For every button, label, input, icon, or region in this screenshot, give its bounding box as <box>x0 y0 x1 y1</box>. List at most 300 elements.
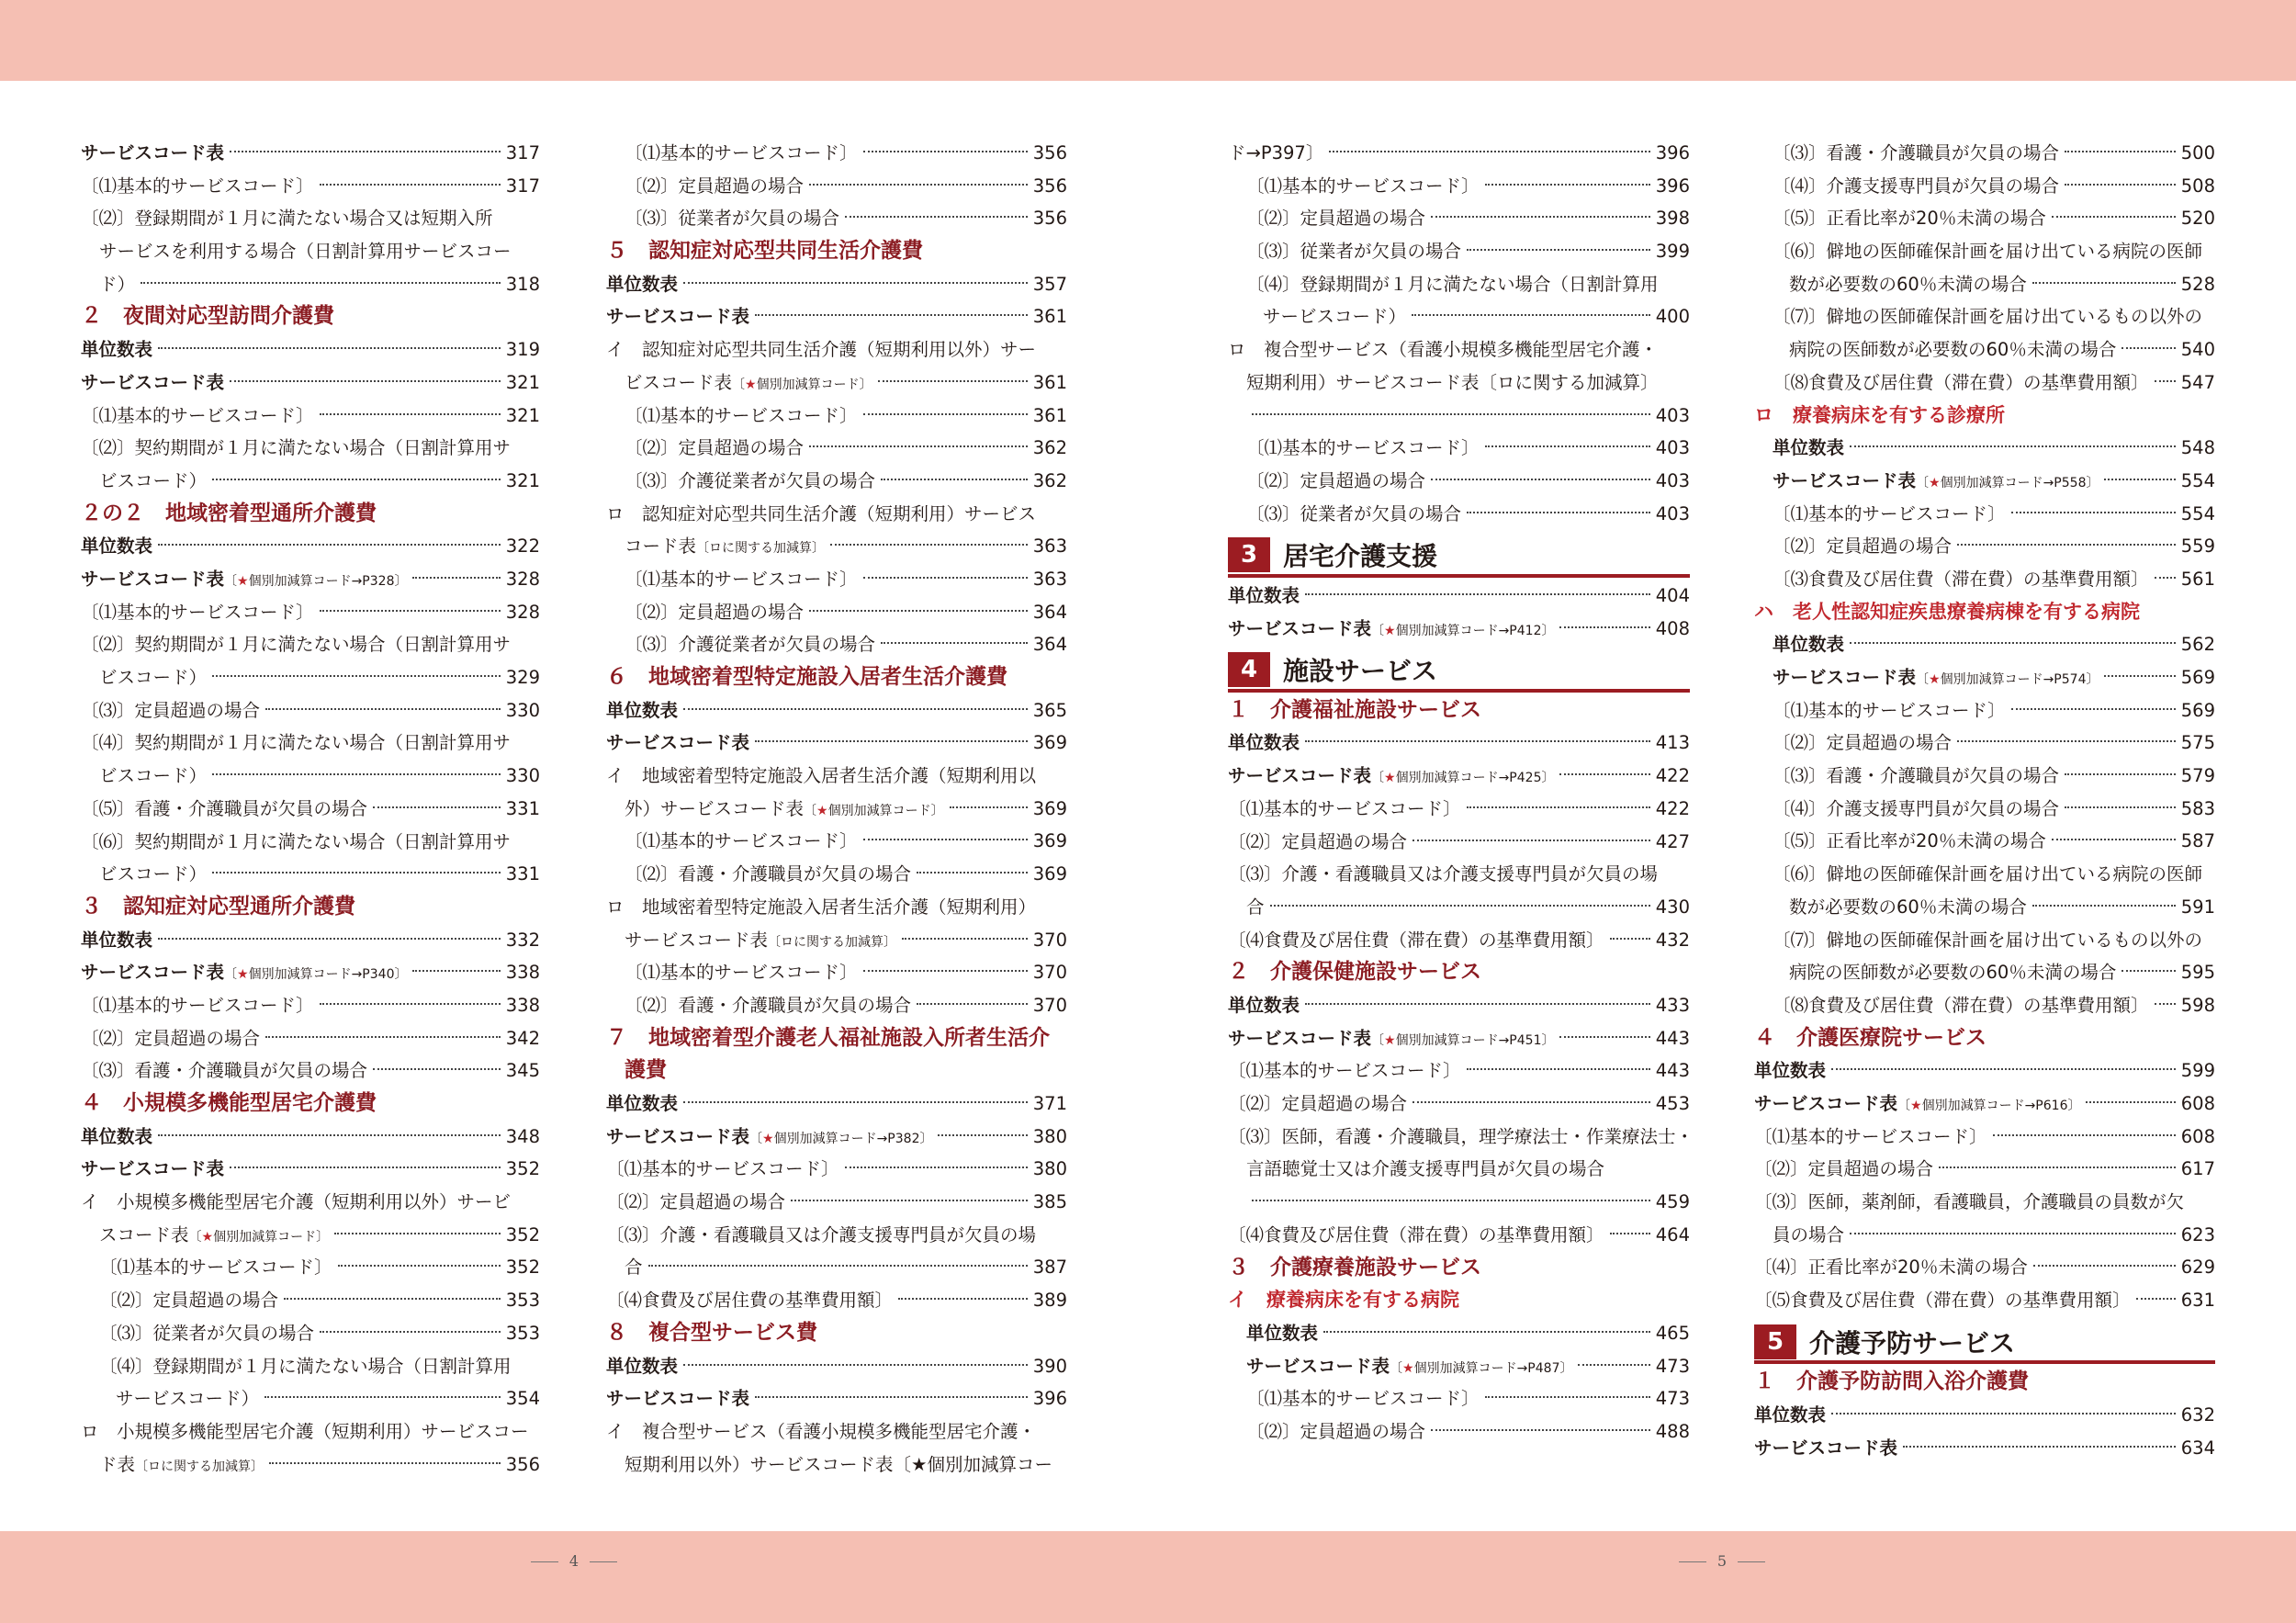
toc-entry <box>1754 465 2215 498</box>
dot-leader <box>1578 1364 1649 1366</box>
dot-leader <box>830 544 1028 546</box>
page-ref: 608 <box>2180 1125 2215 1147</box>
toc-entry-text: 〔⑵〕定員超過の場合 <box>1773 732 1953 754</box>
toc-entry <box>606 432 1067 465</box>
dot-leader <box>1610 1233 1650 1234</box>
page-ref: 488 <box>1655 1420 1690 1442</box>
dot-leader <box>755 314 1028 316</box>
toc-entry-text: 〔⑴基本的サービスコード〕 <box>625 404 858 426</box>
page-ref: 361 <box>1032 306 1067 328</box>
toc-entry-text: イ 認知症対応型共同生活介護（短期利用以外）サー <box>606 339 1037 361</box>
toc-entry-line <box>1773 268 2215 301</box>
toc-entry-text: 〔⑷〕正看比率が20％未満の場合 <box>1754 1257 2028 1279</box>
dot-leader <box>881 479 1028 480</box>
section-heading: ５ 認知症対応型共同生活介護費 <box>606 239 923 264</box>
dot-leader <box>1850 642 2176 644</box>
toc-entry-text: 〔⑵〕定員超過の場合 <box>1228 1093 1408 1115</box>
toc-entry <box>1228 1350 1690 1383</box>
dot-leader <box>1467 512 1650 513</box>
dot-leader <box>863 413 1028 415</box>
toc-entry <box>1754 989 2215 1022</box>
page-ref: 345 <box>505 1060 540 1082</box>
toc-entry <box>1228 858 1690 923</box>
dot-leader <box>2122 970 2175 972</box>
section-heading: ４ 小規模多機能型居宅介護費 <box>81 1091 377 1116</box>
toc-entry <box>606 891 1067 956</box>
toc-entry-text: サービスコード表 <box>606 1125 750 1147</box>
toc-entry-text: サービスコード表 <box>1773 667 1917 689</box>
dot-leader <box>1831 1068 2176 1070</box>
toc-entry <box>606 202 1067 235</box>
dot-leader <box>683 1101 1028 1103</box>
page-ref: 387 <box>1032 1257 1067 1279</box>
toc-entry-text: 〔⑹〕契約期間が１月に満たない場合（日割計算用サ <box>81 830 512 852</box>
star-icon: ★ <box>1384 623 1396 638</box>
toc-entry-text: 〔⑶〕従業者が欠員の場合 <box>1246 502 1462 524</box>
page-ref: 396 <box>1032 1388 1067 1410</box>
toc-entry-line <box>1228 858 1690 891</box>
toc-entry-text: サービスコード） <box>116 1388 260 1410</box>
page-ref: 361 <box>1032 404 1067 426</box>
bracket-note: 〔★個別加減算コード→P328〕 <box>224 573 408 589</box>
star-icon: ★ <box>1402 1360 1414 1376</box>
page-ref: 330 <box>505 765 540 787</box>
toc-entry <box>81 1022 540 1055</box>
toc-entry-line <box>81 137 540 170</box>
page-ref: 356 <box>1032 208 1067 230</box>
toc-entry <box>1228 1088 1690 1121</box>
dot-leader <box>1850 445 2176 447</box>
bracket-note: 〔ロに関する加減算〕 <box>135 1459 264 1474</box>
toc-entry-line <box>1773 858 2215 891</box>
toc-entry-line <box>81 432 540 465</box>
dot-leader <box>683 1364 1028 1366</box>
page-ref: 432 <box>1655 929 1690 951</box>
toc-entry <box>1754 793 2215 826</box>
toc-entry-text: サービスコード表 <box>81 962 225 984</box>
toc-entry <box>606 760 1067 825</box>
toc-entry-line <box>1228 1121 1694 1154</box>
toc-entry-line <box>1246 465 1690 498</box>
toc-entry-text: 外）サービスコード表 <box>625 797 805 819</box>
star-icon: ★ <box>762 1131 774 1146</box>
page-ref: 352 <box>505 1223 540 1245</box>
toc-entry <box>1228 268 1690 333</box>
page-ref: 380 <box>1032 1125 1067 1147</box>
toc-entry-line <box>1773 498 2215 531</box>
page-ref: 331 <box>505 863 540 885</box>
toc-entry <box>606 956 1067 989</box>
toc-entry-line <box>625 465 1067 498</box>
toc-entry-line <box>606 1121 1067 1154</box>
dot-leader <box>212 479 501 480</box>
page-ref: 353 <box>505 1290 540 1312</box>
bracket-note: 〔★個別加減算コード→P616〕 <box>1897 1099 2081 1113</box>
toc-entry-text: 単位数表 <box>606 273 679 295</box>
toc-entry-line <box>81 170 540 203</box>
toc-entry-line <box>1754 1432 2215 1465</box>
toc-entry-line <box>1754 1186 2215 1219</box>
toc-entry <box>606 400 1067 433</box>
toc-entry <box>1228 826 1690 859</box>
dot-leader <box>2065 806 2176 808</box>
toc-entry-text: ド→P397〕 <box>1228 142 1324 163</box>
toc-entry <box>1754 825 2215 858</box>
toc-entry-line <box>1246 300 1690 333</box>
toc-entry-line <box>81 826 540 859</box>
toc-entry-text: サービスコード表 <box>606 306 750 328</box>
dot-leader <box>320 184 501 186</box>
toc-entry <box>81 1317 540 1350</box>
toc-entry <box>606 1088 1067 1121</box>
toc-entry-line <box>1773 300 2215 333</box>
toc-entry-text: 〔⑶〕従業者が欠員の場合 <box>1246 241 1462 263</box>
toc-entry <box>1754 1186 2215 1251</box>
page-ref: 328 <box>505 568 540 590</box>
toc-entry-text: 単位数表 <box>606 699 679 721</box>
dot-leader <box>230 380 501 382</box>
page-ref: 413 <box>1655 732 1690 754</box>
toc-entry-line <box>1228 760 1690 793</box>
dot-leader <box>1559 773 1649 775</box>
toc-entry-text: 〔⑴基本的サービスコード〕 <box>1754 1125 1987 1147</box>
toc-entry-line <box>1773 989 2215 1022</box>
toc-entry-line <box>81 1121 540 1154</box>
toc-entry-line <box>606 366 1067 400</box>
dot-leader <box>1559 1036 1649 1038</box>
toc-entry <box>81 727 540 792</box>
dot-leader <box>158 544 501 546</box>
toc-entry <box>606 727 1067 760</box>
toc-entry <box>81 628 540 693</box>
toc-entry <box>1754 924 2215 989</box>
page-number-left-text: 4 <box>568 1552 580 1570</box>
page-ref: 465 <box>1655 1322 1690 1344</box>
toc-entry-line <box>606 1448 1067 1482</box>
toc-entry <box>1754 1432 2215 1465</box>
page-ref: 321 <box>505 469 540 491</box>
page-ref: 338 <box>505 994 540 1016</box>
toc-entry-text: 〔⑴基本的サービスコード〕 <box>1228 1060 1461 1082</box>
subsection-heading: ハ 老人性認知症疾患療養病棟を有する病院 <box>1754 600 2140 623</box>
toc-entry-text: 〔⑶〕看護・介護職員が欠員の場合 <box>1773 765 2060 787</box>
toc-entry-line <box>1228 613 1690 646</box>
toc-entry-line <box>1773 366 2215 400</box>
page-ref: 595 <box>2180 962 2215 984</box>
dot-leader <box>1431 479 1650 480</box>
dot-leader <box>1323 1331 1650 1333</box>
toc-entry-text: 〔⑵〕定員超過の場合 <box>1246 469 1426 491</box>
toc-entry <box>81 333 540 366</box>
toc-entry-line <box>81 465 540 498</box>
toc-entry <box>1228 793 1690 826</box>
toc-entry-text: 単位数表 <box>606 1355 679 1377</box>
page-ref: 362 <box>1032 469 1067 491</box>
toc-entry <box>81 924 540 957</box>
toc-entry-line <box>1754 1284 2215 1317</box>
section-heading: ８ 複合型サービス費 <box>606 1320 817 1345</box>
toc-entry-text: 〔⑶食費及び居住費（滞在費）の基準費用額〕 <box>1773 568 2149 590</box>
dot-leader <box>809 184 1028 186</box>
toc-entry <box>606 628 1067 661</box>
toc-entry-line <box>1228 1219 1690 1252</box>
toc-entry <box>81 793 540 826</box>
dot-leader <box>1305 740 1650 742</box>
page-ref: 399 <box>1655 241 1690 263</box>
toc-entry-line <box>1773 235 2215 268</box>
toc-entry-line <box>1773 956 2215 989</box>
toc-column-1 <box>81 137 540 1481</box>
toc-entry-line <box>81 366 540 400</box>
toc-entry-line <box>1773 137 2215 170</box>
toc-entry-text: ロ 複合型サービス（看護小規模多機能型居宅介護・ <box>1228 339 1659 361</box>
page-ref: 398 <box>1655 208 1690 230</box>
star-icon: ★ <box>1910 1099 1922 1113</box>
dot-leader <box>1559 626 1649 628</box>
toc-entry-text: スコード表 <box>99 1223 189 1245</box>
page-ref: 554 <box>2180 502 2215 524</box>
toc-entry-text: 〔⑵〕看護・介護職員が欠員の場合 <box>625 863 912 885</box>
toc-entry <box>606 596 1067 629</box>
toc-entry-text: 単位数表 <box>81 535 153 558</box>
chapter-number: 5 <box>1754 1324 1796 1359</box>
toc-entry-text: サービスを利用する場合（日割計算用サービスコー <box>99 241 512 263</box>
page-ref: 569 <box>2180 667 2215 689</box>
toc-entry-text: 〔⑴基本的サービスコード〕 <box>625 962 858 984</box>
toc-entry-text: 〔⑷食費及び居住費の基準費用額〕 <box>606 1290 894 1312</box>
toc-entry-text: サービスコード表 <box>1754 1437 1898 1459</box>
toc-entry-text: 〔⑶〕介護従業者が欠員の場合 <box>625 634 876 656</box>
toc-entry-text: 〔⑵〕定員超過の場合 <box>1773 535 1953 558</box>
toc-entry-line <box>81 989 540 1022</box>
dot-leader <box>863 151 1028 152</box>
toc-entry-line <box>81 694 540 727</box>
toc-entry-text: 〔⑴基本的サービスコード〕 <box>99 1257 332 1279</box>
page-ref: 356 <box>1032 175 1067 197</box>
toc-entry-text: 数が必要数の60％未満の場合 <box>1789 896 2027 918</box>
dot-leader <box>2122 347 2175 349</box>
bracket-note: 〔★個別加減算コード→P451〕 <box>1371 1032 1555 1048</box>
toc-entry-line <box>1754 1054 2215 1088</box>
section-heading: ２ 夜間対応型訪問介護費 <box>81 304 334 329</box>
toc-entry <box>1754 563 2215 596</box>
dot-leader <box>648 1265 1028 1267</box>
toc-entry <box>1228 580 1690 613</box>
toc-entry-text: 〔⑵〕看護・介護職員が欠員の場合 <box>625 994 912 1016</box>
dot-leader <box>158 938 501 940</box>
page-ref: 591 <box>2180 896 2215 918</box>
toc-entry-text: 〔⑶〕看護・介護職員が欠員の場合 <box>1773 142 2060 163</box>
toc-entry-line <box>81 530 540 563</box>
toc-entry-line <box>1773 563 2215 596</box>
toc-entry-text: 〔⑵〕定員超過の場合 <box>1246 208 1426 230</box>
toc-entry-text: 〔⑵〕定員超過の場合 <box>1228 830 1408 852</box>
page-ref: 623 <box>2180 1223 2215 1245</box>
dot-leader <box>809 445 1028 447</box>
toc-entry-text: 〔⑴基本的サービスコード〕 <box>81 994 314 1016</box>
toc-entry-text: 〔⑴基本的サービスコード〕 <box>81 175 314 197</box>
toc-entry <box>1754 235 2215 300</box>
section-heading: ３ 介護療養施設サービス <box>1228 1255 1481 1279</box>
toc-entry-line <box>1228 989 1690 1022</box>
page-ref: 561 <box>2180 568 2215 590</box>
bracket-note: 〔ロに関する加減算〕 <box>768 934 897 950</box>
chapter-underline <box>1228 574 1690 578</box>
page-ref: 365 <box>1032 699 1067 721</box>
toc-entry <box>1228 465 1690 498</box>
toc-entry-text: 〔⑶〕定員超過の場合 <box>81 699 261 721</box>
dot-leader <box>320 1003 501 1005</box>
toc-entry-line <box>81 628 540 661</box>
dot-leader <box>1850 1233 2176 1234</box>
page-ref: 321 <box>505 371 540 393</box>
toc-entry <box>81 170 540 203</box>
page-ref: 598 <box>2180 994 2215 1016</box>
toc-entry-line <box>1228 826 1690 859</box>
toc-entry-line <box>606 300 1067 333</box>
page-ref: 617 <box>2180 1158 2215 1180</box>
toc-entry-text: ド） <box>99 273 136 295</box>
chapter-header <box>1754 1317 2215 1367</box>
page-ref: 403 <box>1655 469 1690 491</box>
toc-entry-text: ド表 <box>99 1453 136 1475</box>
toc-entry <box>1754 1284 2215 1317</box>
page-ref: 403 <box>1655 502 1690 524</box>
toc-entry-line <box>1228 1022 1690 1055</box>
toc-entry <box>1228 1219 1690 1252</box>
toc-entry-line <box>1246 235 1690 268</box>
page-ref: 631 <box>2180 1290 2215 1312</box>
star-icon: ★ <box>1929 672 1941 688</box>
dot-leader <box>1831 1413 2176 1414</box>
toc-entry-text: 単位数表 <box>1228 994 1300 1016</box>
toc-entry <box>606 1415 1067 1481</box>
dot-leader <box>845 1167 1028 1168</box>
toc-entry <box>606 858 1067 891</box>
page-ref: 369 <box>1032 863 1067 885</box>
page-number-right-text: 5 <box>1716 1552 1728 1570</box>
page-ref: 403 <box>1655 404 1690 426</box>
dot-leader <box>917 1003 1028 1005</box>
toc-entry <box>1228 1317 1690 1350</box>
toc-entry-text: 単位数表 <box>1773 634 1845 656</box>
page-ref: 317 <box>505 142 540 163</box>
chapter-underline <box>1754 1360 2215 1364</box>
toc-entry <box>1754 530 2215 563</box>
toc-entry-line <box>1773 202 2215 235</box>
toc-entry-text: 〔⑵〕定員超過の場合 <box>606 1191 786 1213</box>
dot-leader <box>373 1068 501 1070</box>
page-ref: 319 <box>505 339 540 361</box>
toc-entry <box>81 1186 540 1251</box>
toc-entry-line <box>606 760 1067 793</box>
toc-entry-text: 〔⑵〕定員超過の場合 <box>625 601 805 623</box>
toc-entry-line <box>606 530 1067 563</box>
toc-entry-line <box>606 1153 1067 1186</box>
toc-entry-text: ビスコード） <box>99 469 208 491</box>
page-ref: 352 <box>505 1257 540 1279</box>
star-icon: ★ <box>1384 771 1396 786</box>
toc-entry-line <box>81 924 540 957</box>
toc-entry-text: 合 <box>1246 896 1265 918</box>
toc-entry-line <box>606 1284 1067 1317</box>
section-heading: ２の２ 地域密着型通所介護費 <box>81 501 377 525</box>
toc-entry-text: 〔⑶〕看護・介護職員が欠員の場合 <box>81 1060 368 1082</box>
toc-entry-text: サービスコード表 <box>1228 617 1372 639</box>
toc-entry-line <box>625 858 1067 891</box>
dot-leader <box>1431 1429 1650 1431</box>
top-color-band <box>0 0 2296 81</box>
toc-entry-text: ビスコード） <box>99 667 208 689</box>
page-ref: 322 <box>505 535 540 558</box>
toc-entry-text: サービスコード表 <box>606 1388 750 1410</box>
toc-entry-line <box>81 956 540 989</box>
dot-leader <box>265 1036 501 1038</box>
bracket-note: 〔★個別加減算コード→P340〕 <box>224 967 408 983</box>
page-ref: 559 <box>2180 535 2215 558</box>
page-ref: 508 <box>2180 175 2215 197</box>
toc-entry-line <box>81 793 540 826</box>
page-ref: 396 <box>1655 175 1690 197</box>
toc-entry <box>606 268 1067 301</box>
toc-entry <box>1228 137 1690 170</box>
toc-entry-text: 〔⑷〕介護支援専門員が欠員の場合 <box>1773 175 2060 197</box>
toc-entry <box>606 1219 1067 1284</box>
page-ref: 403 <box>1655 437 1690 459</box>
chapter-header <box>1228 645 1690 694</box>
toc-entry-line <box>1773 530 2215 563</box>
toc-entry <box>1754 1251 2215 1284</box>
dot-leader <box>212 872 501 873</box>
toc-entry-line <box>1773 661 2215 694</box>
dot-leader <box>2065 151 2176 152</box>
toc-entry-line <box>1773 793 2215 826</box>
page-ref: 569 <box>2180 699 2215 721</box>
toc-entry-line <box>606 498 1067 531</box>
dot-leader <box>683 282 1028 284</box>
dot-leader <box>881 642 1028 644</box>
page-ref: 370 <box>1032 994 1067 1016</box>
toc-entry <box>1754 170 2215 203</box>
toc-entry-text: イ 地域密着型特定施設入居者生活介護（短期利用以 <box>606 765 1037 787</box>
toc-entry-line <box>99 1251 540 1284</box>
toc-entry-text: 〔⑶〕医師，看護・介護職員，理学療法士・作業療法士・ <box>1228 1125 1694 1147</box>
page-ref: 422 <box>1655 797 1690 819</box>
toc-entry <box>81 596 540 629</box>
page-ref: 362 <box>1032 437 1067 459</box>
chapter-underline <box>1228 689 1690 693</box>
dot-leader <box>1903 1446 2176 1448</box>
toc-entry <box>606 1186 1067 1219</box>
toc-entry <box>1228 432 1690 465</box>
dot-leader <box>2136 1298 2176 1300</box>
toc-entry <box>81 1054 540 1088</box>
toc-entry <box>1754 366 2215 400</box>
toc-entry-text: 〔⑶〕介護従業者が欠員の場合 <box>625 469 876 491</box>
toc-entry-line <box>81 727 540 760</box>
toc-entry-text: サービスコード表 <box>1228 765 1372 787</box>
chapter-header <box>1228 530 1690 580</box>
toc-entry-text: 〔⑷食費及び居住費（滞在費）の基準費用額〕 <box>1228 1223 1604 1245</box>
toc-entry-line <box>606 727 1067 760</box>
section-heading: １ 介護福祉施設サービス <box>1228 697 1481 722</box>
toc-entry-text: 〔⑴基本的サービスコード〕 <box>1773 502 2006 524</box>
toc-entry-line <box>1246 268 1690 301</box>
section-heading: １ 介護予防訪問入浴介護費 <box>1754 1369 2029 1394</box>
page-ref: 370 <box>1032 929 1067 951</box>
page-ref: 317 <box>505 175 540 197</box>
toc-entry-line <box>81 1219 540 1252</box>
